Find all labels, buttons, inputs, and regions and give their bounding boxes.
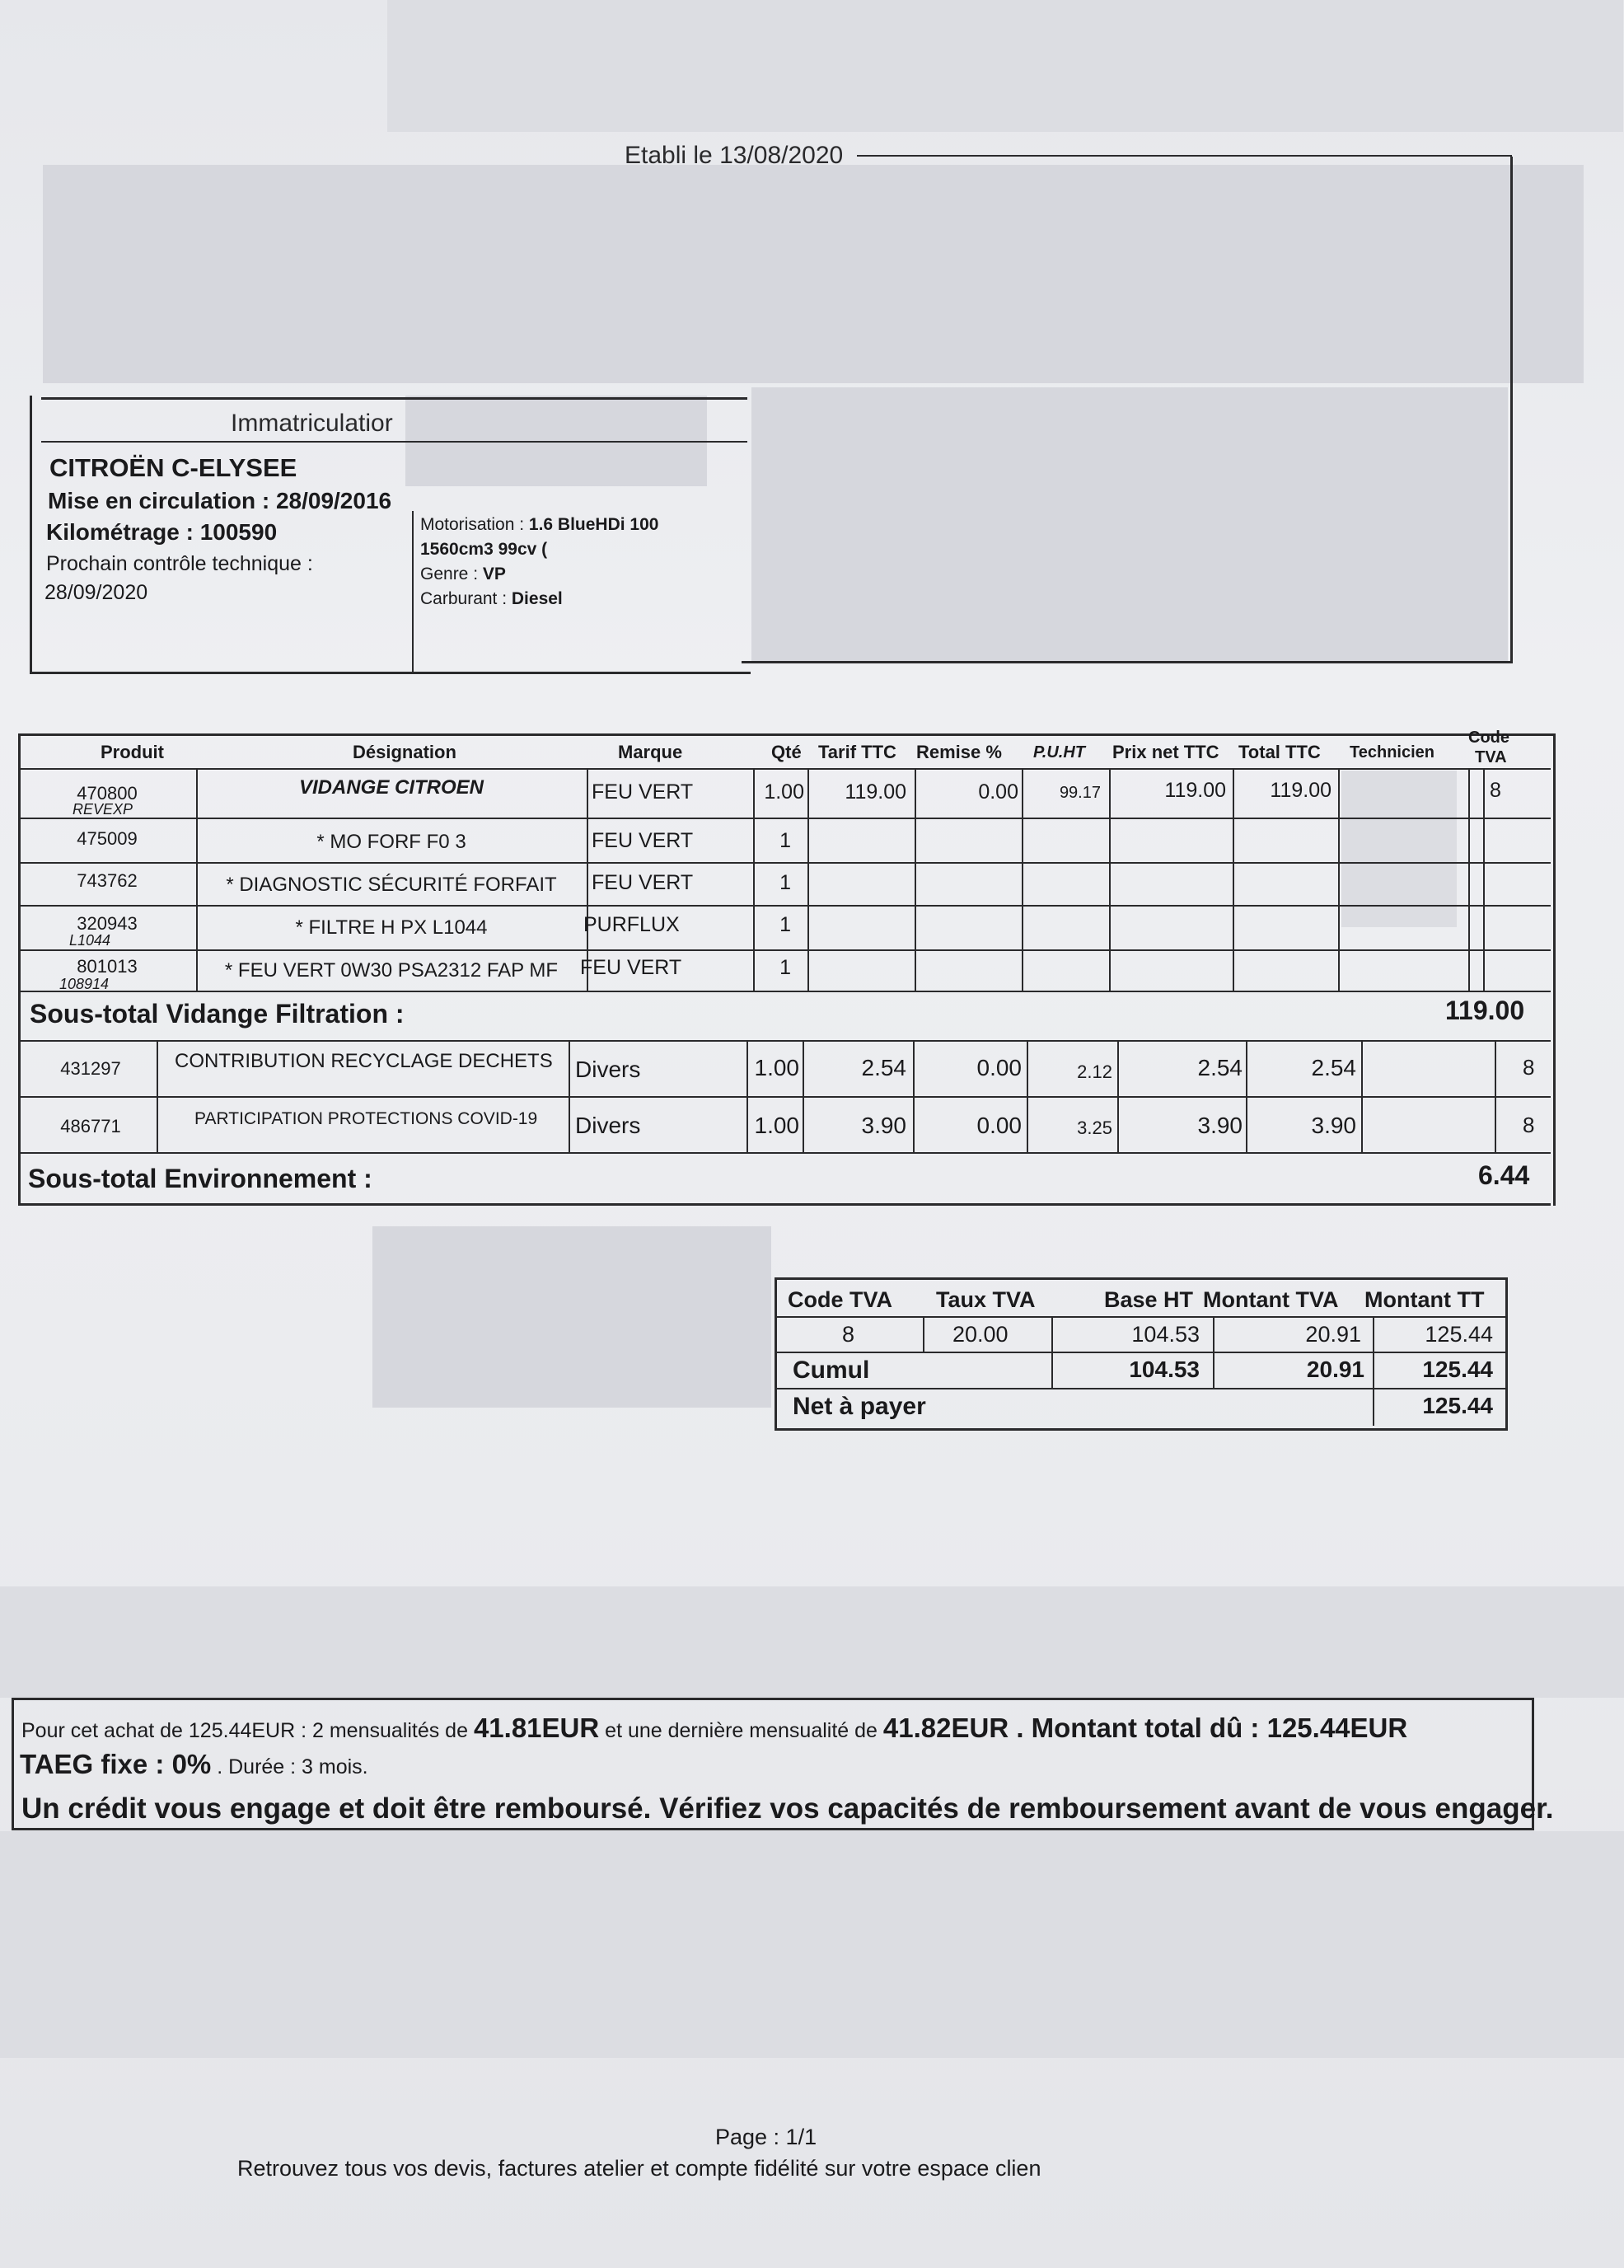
- grid-line: [753, 768, 755, 991]
- carburant-label: Carburant :: [420, 589, 512, 608]
- subtotal-environnement-label: Sous-total Environnement :: [28, 1164, 372, 1193]
- motorisation-label: Motorisation :: [420, 515, 529, 534]
- credit-text: Pour cet achat de 125.44EUR : 2 mensualités de: [21, 1719, 474, 1742]
- grid-line: [1361, 1040, 1363, 1152]
- credit-duree: . Durée : 3 mois.: [211, 1755, 368, 1778]
- vehicle-divider: [412, 511, 414, 672]
- vehicle-bottom-rule: [742, 661, 1512, 663]
- tva-cumul-montant: 20.91: [1306, 1357, 1364, 1382]
- row-prix-net: 3.90: [1197, 1113, 1243, 1138]
- row-subcode: REVEXP: [73, 801, 133, 818]
- row-tva: 8: [1523, 1055, 1535, 1080]
- redacted-stamp: [372, 1226, 771, 1408]
- row-marque: FEU VERT: [592, 871, 694, 894]
- grid-line: [1027, 1040, 1028, 1152]
- grid-line: [803, 1040, 804, 1152]
- grid-line: [196, 768, 198, 991]
- prochain-ct-label: Prochain contrôle technique :: [46, 552, 313, 575]
- grid-line: [18, 862, 1551, 864]
- tva-row-code: 8: [842, 1322, 855, 1347]
- kilometrage: Kilométrage : 100590: [46, 519, 278, 545]
- tva-header-ttc: Montant TT: [1364, 1287, 1485, 1312]
- tva-row-ttc: 125.44: [1425, 1322, 1493, 1347]
- tva-grid-line: [1213, 1316, 1214, 1388]
- row-tarif: 2.54: [861, 1055, 906, 1080]
- row-designation: CONTRIBUTION RECYCLAGE DECHETS: [175, 1050, 553, 1072]
- row-puht: 2.12: [1077, 1061, 1112, 1082]
- tva-header-base: Base HT: [1104, 1287, 1194, 1312]
- row-qte: 1.00: [754, 1055, 799, 1080]
- motorisation-value: 1.6 BlueHDi 100: [528, 515, 659, 534]
- redacted-terms: [0, 1586, 1624, 1698]
- net-a-payer-value: 125.44: [1422, 1393, 1493, 1418]
- row-code: 475009: [77, 828, 138, 849]
- grid-line: [569, 1040, 570, 1152]
- header-code-tva-1: Code: [1468, 729, 1509, 747]
- row-remise: 0.00: [978, 780, 1018, 804]
- grid-line: [18, 1152, 1551, 1154]
- header-rule: [857, 155, 1512, 157]
- immatriculation-label: Immatriculatior: [231, 410, 393, 437]
- grid-line: [807, 768, 809, 991]
- grid-line: [18, 768, 1551, 770]
- footer-text: Retrouvez tous vos devis, factures atelier et compte fidélité sur votre espace clien: [237, 2156, 1041, 2181]
- row-code: 431297: [60, 1058, 121, 1079]
- page-number: Page : 1/1: [715, 2125, 817, 2149]
- row-code: 320943: [77, 913, 138, 934]
- grid-line: [1338, 768, 1340, 991]
- row-total: 3.90: [1311, 1113, 1356, 1138]
- row-designation: * DIAGNOSTIC SÉCURITÉ FORFAIT: [226, 874, 557, 896]
- row-marque: FEU VERT: [592, 829, 694, 852]
- row-qte: 1: [779, 829, 791, 852]
- row-qte: 1.00: [764, 780, 804, 804]
- row-marque: FEU VERT: [580, 956, 682, 979]
- credit-line-1: [21, 1713, 1407, 1744]
- row-code: 486771: [60, 1116, 121, 1136]
- subtotal-environnement-value: 6.44: [1478, 1160, 1530, 1190]
- header-code-tva-2: TVA: [1475, 748, 1507, 766]
- row-designation: * FEU VERT 0W30 PSA2312 FAP MF: [224, 959, 559, 982]
- grid-line: [1117, 1040, 1119, 1152]
- grid-line: [1109, 768, 1111, 991]
- header-prix-net-ttc: Prix net TTC: [1112, 742, 1219, 762]
- row-marque: Divers: [575, 1113, 641, 1138]
- tva-header-taux: Taux TVA: [936, 1287, 1036, 1312]
- header-designation: Désignation: [353, 742, 456, 762]
- tva-header-montant: Montant TVA: [1203, 1287, 1339, 1312]
- carburant-value: Diesel: [511, 589, 563, 608]
- redacted-legal-notes: [0, 1831, 1624, 2058]
- credit-mensualite: 41.81EUR: [473, 1713, 600, 1743]
- credit-derniere-mensualite: 41.82EUR: [882, 1713, 1009, 1743]
- row-tarif: 119.00: [845, 780, 906, 804]
- tva-grid-line: [1051, 1316, 1053, 1388]
- row-designation: * MO FORF F0 3: [316, 831, 466, 853]
- row-qte: 1.00: [754, 1113, 799, 1138]
- cylindree: 1560cm3 99cv (: [420, 540, 548, 559]
- genre-label: Genre :: [420, 565, 483, 583]
- header-marque: Marque: [618, 742, 683, 762]
- grid-line: [18, 1203, 1551, 1206]
- header-total-ttc: Total TTC: [1238, 742, 1321, 762]
- subtotal-vidange-value: 119.00: [1445, 996, 1525, 1025]
- header-produit: Produit: [101, 742, 164, 762]
- grid-line: [915, 768, 916, 991]
- row-prix-net: 119.00: [1164, 779, 1226, 802]
- grid-line: [18, 949, 1551, 951]
- row-code: 743762: [77, 870, 138, 891]
- row-puht: 99.17: [1059, 784, 1101, 802]
- grid-line: [746, 1040, 748, 1152]
- grid-line: [1483, 768, 1485, 991]
- row-subcode: 108914: [59, 976, 110, 992]
- row-tva: 8: [1523, 1113, 1535, 1137]
- tva-grid-line: [775, 1316, 1508, 1318]
- row-code: 470800: [77, 783, 138, 804]
- redacted-client-address: [43, 165, 1584, 383]
- header-tarif-ttc: Tarif TTC: [818, 742, 896, 762]
- invoice-date: Etabli le 13/08/2020: [625, 142, 844, 169]
- grid-line: [1233, 768, 1234, 991]
- prochain-ct-date: 28/09/2020: [44, 581, 148, 604]
- row-qte: 1: [779, 913, 791, 936]
- row-total: 2.54: [1311, 1055, 1356, 1080]
- net-a-payer-label: Net à payer: [793, 1393, 926, 1420]
- row-qte: 1: [779, 956, 791, 979]
- redacted-header-logo: [387, 0, 1623, 132]
- credit-line-2: [20, 1749, 368, 1780]
- grid-line: [1022, 768, 1023, 991]
- row-subcode: L1044: [69, 932, 111, 949]
- header-remise: Remise %: [916, 742, 1002, 762]
- row-designation: * FILTRE H PX L1044: [295, 916, 488, 939]
- vehicle-technical-info: [420, 513, 658, 612]
- grid-line: [1468, 768, 1470, 991]
- credit-warning: Un crédit vous engage et doit être remboursé. Vérifiez vos capacités de remboursement avant de vous engager.: [21, 1792, 1554, 1825]
- grid-line: [18, 1096, 1551, 1098]
- row-prix-net: 2.54: [1197, 1055, 1243, 1080]
- grid-line: [18, 905, 1551, 907]
- grid-line: [18, 991, 1551, 992]
- row-remise: 0.00: [976, 1055, 1022, 1080]
- header-puht: P.U.HT: [1033, 743, 1085, 761]
- credit-text: et une dernière mensualité de: [599, 1719, 883, 1742]
- tva-cumul-base: 104.53: [1129, 1357, 1200, 1382]
- tva-row-base: 104.53: [1131, 1322, 1200, 1347]
- tva-cumul-label: Cumul: [793, 1357, 870, 1384]
- vehicle-rule: [41, 441, 747, 443]
- tva-grid-line: [1373, 1316, 1374, 1426]
- grid-line: [18, 818, 1551, 819]
- tva-row-montant: 20.91: [1305, 1322, 1361, 1347]
- mise-en-circulation: Mise en circulation : 28/09/2016: [48, 488, 392, 513]
- header-qte: Qté: [771, 742, 802, 762]
- subtotal-vidange-label: Sous-total Vidange Filtration :: [30, 999, 405, 1029]
- vehicle-right-border: [1510, 157, 1513, 663]
- row-marque: FEU VERT: [592, 780, 694, 804]
- redacted-vehicle-info: [751, 387, 1508, 661]
- credit-montant-total: . Montant total dû : 125.44EUR: [1009, 1713, 1408, 1743]
- row-tarif: 3.90: [861, 1113, 906, 1138]
- tva-row-taux: 20.00: [952, 1322, 1009, 1347]
- row-qte: 1: [779, 871, 791, 894]
- genre-value: VP: [482, 565, 506, 583]
- vehicle-model: CITROËN C-ELYSEE: [49, 453, 297, 482]
- grid-line: [913, 1040, 915, 1152]
- row-remise: 0.00: [976, 1113, 1022, 1138]
- tva-grid-line: [775, 1388, 1508, 1389]
- row-total: 119.00: [1270, 779, 1331, 802]
- row-marque: Divers: [575, 1057, 641, 1082]
- credit-taeg: TAEG fixe : 0%: [20, 1749, 212, 1779]
- row-marque: PURFLUX: [583, 913, 680, 936]
- row-code: 801013: [77, 956, 138, 977]
- grid-line: [1495, 1040, 1496, 1152]
- row-tva: 8: [1490, 779, 1501, 802]
- row-puht: 3.25: [1077, 1118, 1112, 1138]
- tva-header-code: Code TVA: [788, 1287, 892, 1312]
- grid-line: [157, 1040, 158, 1152]
- tva-grid-line: [923, 1316, 924, 1352]
- vehicle-top-rule: [41, 397, 747, 400]
- tva-cumul-ttc: 125.44: [1422, 1357, 1493, 1382]
- tva-grid-line: [775, 1352, 1508, 1353]
- header-technicien: Technicien: [1350, 743, 1434, 761]
- row-designation: VIDANGE CITROEN: [298, 776, 484, 799]
- grid-line: [1246, 1040, 1247, 1152]
- row-designation: PARTICIPATION PROTECTIONS COVID-19: [194, 1109, 538, 1128]
- grid-line: [18, 1040, 1551, 1042]
